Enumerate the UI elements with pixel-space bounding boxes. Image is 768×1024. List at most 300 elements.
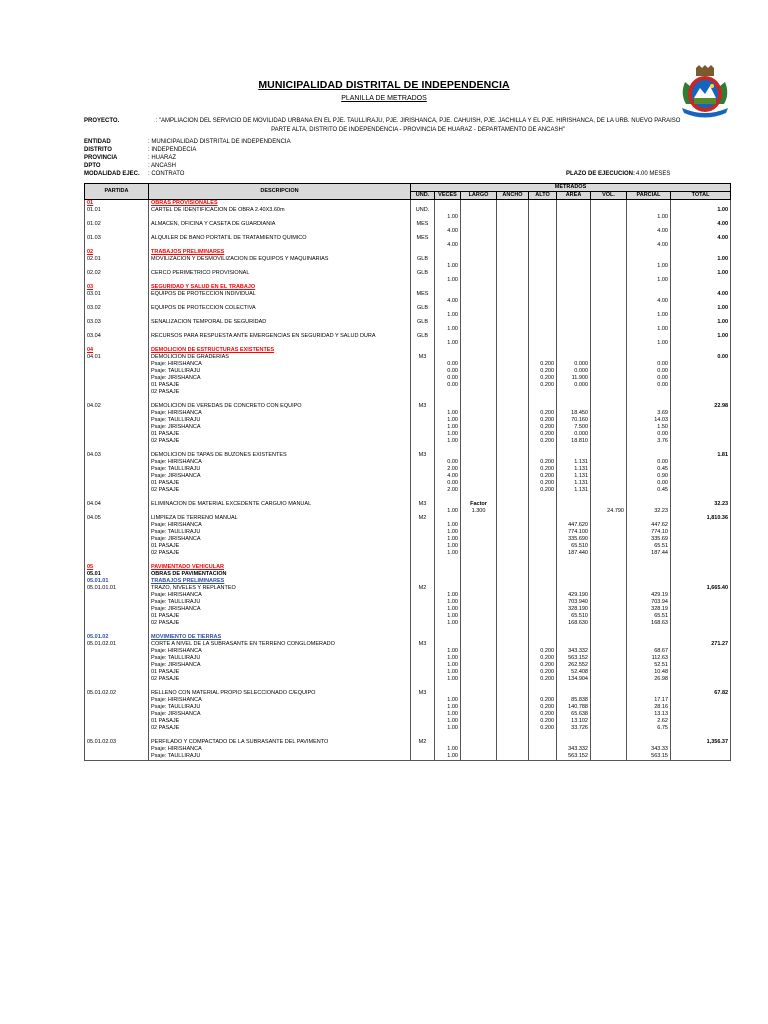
area-cell bbox=[557, 494, 591, 501]
descripcion-cell bbox=[149, 277, 411, 284]
alto-cell bbox=[529, 592, 557, 599]
largo-cell bbox=[461, 249, 497, 256]
ancho-cell bbox=[497, 550, 529, 557]
partida-cell: 05.01.02.02 bbox=[85, 690, 149, 697]
ancho-cell bbox=[497, 270, 529, 277]
ancho-cell bbox=[497, 704, 529, 711]
veces-cell: 0.00 bbox=[435, 382, 461, 389]
und-cell bbox=[411, 746, 435, 753]
partida-cell bbox=[85, 718, 149, 725]
total-cell bbox=[671, 228, 731, 235]
und-cell bbox=[411, 410, 435, 417]
alto-cell: 0.200 bbox=[529, 487, 557, 494]
parcial-cell: 1.00 bbox=[627, 312, 671, 319]
area-cell: 1.131 bbox=[557, 480, 591, 487]
subsection-row bbox=[85, 578, 731, 585]
item-row bbox=[85, 501, 731, 508]
parcial-cell: 447.62 bbox=[627, 522, 671, 529]
descripcion-cell: Psaje: HIRISHANCA bbox=[149, 361, 411, 368]
und-cell bbox=[411, 613, 435, 620]
header-metrados: METRADOS bbox=[411, 184, 731, 192]
parcial-cell: 52.51 bbox=[627, 662, 671, 669]
parcial-cell: 2.62 bbox=[627, 718, 671, 725]
descripcion-cell: Psaje: JIRISHANCA bbox=[149, 662, 411, 669]
location-row bbox=[85, 592, 731, 599]
area-cell bbox=[557, 389, 591, 396]
total-cell bbox=[671, 361, 731, 368]
vol-cell bbox=[591, 627, 627, 634]
vol-cell bbox=[591, 550, 627, 557]
area-cell: 429.190 bbox=[557, 592, 591, 599]
total-cell bbox=[671, 655, 731, 662]
veces-cell: 0.00 bbox=[435, 375, 461, 382]
parcial-cell: 0.00 bbox=[627, 382, 671, 389]
location-row bbox=[85, 753, 731, 761]
und-cell: MES bbox=[411, 235, 435, 242]
largo-cell bbox=[461, 291, 497, 298]
partida-cell bbox=[85, 753, 149, 761]
alto-cell: 0.200 bbox=[529, 459, 557, 466]
vol-cell bbox=[591, 375, 627, 382]
und-cell bbox=[411, 732, 435, 739]
area-cell: 85.838 bbox=[557, 697, 591, 704]
veces-cell bbox=[435, 354, 461, 361]
parcial-cell bbox=[627, 578, 671, 585]
veces-cell: 1.00 bbox=[435, 669, 461, 676]
alto-cell bbox=[529, 571, 557, 578]
und-cell bbox=[411, 480, 435, 487]
descripcion-cell: CERCO PERIMETRICO PROVISIONAL bbox=[149, 270, 411, 277]
largo-cell bbox=[461, 277, 497, 284]
alto-cell bbox=[529, 389, 557, 396]
ancho-cell bbox=[497, 606, 529, 613]
alto-cell: 0.200 bbox=[529, 473, 557, 480]
descripcion-cell: SEÑALIZACION TEMPORAL DE SEGURIDAD bbox=[149, 319, 411, 326]
descripcion-cell: 02 PASAJE bbox=[149, 389, 411, 396]
ancho-cell bbox=[497, 634, 529, 641]
ancho-cell bbox=[497, 256, 529, 263]
measure-row bbox=[85, 298, 731, 305]
parcial-cell: 335.69 bbox=[627, 536, 671, 543]
area-cell bbox=[557, 578, 591, 585]
veces-cell bbox=[435, 690, 461, 697]
parcial-cell: 1.00 bbox=[627, 214, 671, 221]
vol-cell bbox=[591, 739, 627, 746]
alto-cell bbox=[529, 221, 557, 228]
largo-cell bbox=[461, 620, 497, 627]
parcial-cell: 0.00 bbox=[627, 431, 671, 438]
veces-cell: 0.00 bbox=[435, 459, 461, 466]
location-row bbox=[85, 431, 731, 438]
header-largo: LARGO bbox=[461, 192, 497, 200]
alto-cell: 0.200 bbox=[529, 466, 557, 473]
ancho-cell bbox=[497, 725, 529, 732]
total-cell bbox=[671, 417, 731, 424]
veces-cell bbox=[435, 515, 461, 522]
ancho-cell bbox=[497, 592, 529, 599]
vol-cell bbox=[591, 284, 627, 291]
vol-cell bbox=[591, 277, 627, 284]
partida-cell bbox=[85, 340, 149, 347]
descripcion-cell bbox=[149, 627, 411, 634]
area-cell bbox=[557, 354, 591, 361]
largo-cell bbox=[461, 354, 497, 361]
alto-cell: 0.200 bbox=[529, 361, 557, 368]
area-cell bbox=[557, 732, 591, 739]
location-row bbox=[85, 676, 731, 683]
total-cell bbox=[671, 536, 731, 543]
area-cell: 168.630 bbox=[557, 620, 591, 627]
alto-cell: 0.200 bbox=[529, 368, 557, 375]
alto-cell bbox=[529, 627, 557, 634]
partida-cell bbox=[85, 557, 149, 564]
partida-cell: 01 bbox=[85, 200, 149, 208]
largo-cell bbox=[461, 298, 497, 305]
und-cell bbox=[411, 571, 435, 578]
total-cell bbox=[671, 459, 731, 466]
veces-cell: 1.00 bbox=[435, 704, 461, 711]
location-row bbox=[85, 459, 731, 466]
descripcion-cell: MOVILIZACION Y DESMOVILIZACION DE EQUIPOS Y MAQUINARIAS bbox=[149, 256, 411, 263]
modalidad-label: MODALIDAD EJEC. bbox=[84, 171, 140, 177]
dpto-value: : ANCASH bbox=[148, 163, 177, 169]
total-cell bbox=[671, 284, 731, 291]
vol-cell bbox=[591, 354, 627, 361]
descripcion-cell bbox=[149, 683, 411, 690]
und-cell bbox=[411, 228, 435, 235]
item-row bbox=[85, 515, 731, 522]
vol-cell bbox=[591, 494, 627, 501]
header-total: TOTAL bbox=[671, 192, 731, 200]
veces-cell: 1.00 bbox=[435, 711, 461, 718]
vol-cell bbox=[591, 410, 627, 417]
largo-cell bbox=[461, 361, 497, 368]
largo-cell bbox=[461, 487, 497, 494]
vol-cell bbox=[591, 711, 627, 718]
parcial-cell: 429.19 bbox=[627, 592, 671, 599]
und-cell bbox=[411, 487, 435, 494]
partida-cell: 02.01 bbox=[85, 256, 149, 263]
veces-cell: 1.00 bbox=[435, 340, 461, 347]
veces-cell: 4.00 bbox=[435, 298, 461, 305]
total-cell: 1,665.40 bbox=[671, 585, 731, 592]
ancho-cell bbox=[497, 410, 529, 417]
area-cell: 7.500 bbox=[557, 424, 591, 431]
und-cell bbox=[411, 711, 435, 718]
veces-cell bbox=[435, 641, 461, 648]
vol-cell bbox=[591, 466, 627, 473]
largo-cell bbox=[461, 480, 497, 487]
total-cell bbox=[671, 277, 731, 284]
ancho-cell bbox=[497, 431, 529, 438]
ancho-cell bbox=[497, 242, 529, 249]
partida-cell bbox=[85, 725, 149, 732]
header-alto: ALTO bbox=[529, 192, 557, 200]
area-cell: 563.152 bbox=[557, 753, 591, 761]
area-cell bbox=[557, 683, 591, 690]
alto-cell: 0.200 bbox=[529, 480, 557, 487]
ancho-cell bbox=[497, 200, 529, 208]
descripcion-cell: 02 PASAJE bbox=[149, 550, 411, 557]
ancho-cell bbox=[497, 424, 529, 431]
und-cell bbox=[411, 494, 435, 501]
area-cell: 18.810 bbox=[557, 438, 591, 445]
largo-cell bbox=[461, 711, 497, 718]
alto-cell: 0.200 bbox=[529, 662, 557, 669]
parcial-cell bbox=[627, 291, 671, 298]
und-cell bbox=[411, 508, 435, 515]
ancho-cell bbox=[497, 508, 529, 515]
veces-cell: 1.00 bbox=[435, 746, 461, 753]
partida-cell bbox=[85, 704, 149, 711]
alto-cell: 0.200 bbox=[529, 410, 557, 417]
descripcion-cell: 01 PASAJE bbox=[149, 613, 411, 620]
total-cell: 67.82 bbox=[671, 690, 731, 697]
ancho-cell bbox=[497, 375, 529, 382]
largo-cell bbox=[461, 564, 497, 571]
largo-cell bbox=[461, 459, 497, 466]
parcial-cell: 4.00 bbox=[627, 228, 671, 235]
area-cell: 0.000 bbox=[557, 361, 591, 368]
total-cell bbox=[671, 326, 731, 333]
ancho-cell bbox=[497, 340, 529, 347]
area-cell: 65.638 bbox=[557, 711, 591, 718]
blank-row bbox=[85, 494, 731, 501]
area-cell bbox=[557, 564, 591, 571]
area-cell bbox=[557, 557, 591, 564]
alto-cell: 0.200 bbox=[529, 438, 557, 445]
item-row bbox=[85, 270, 731, 277]
section-row bbox=[85, 200, 731, 208]
descripcion-cell: Psaje: JIRISHANCA bbox=[149, 711, 411, 718]
parcial-cell: 26.98 bbox=[627, 676, 671, 683]
veces-cell: 1.00 bbox=[435, 529, 461, 536]
descripcion-cell: DEMOLICION DE GRADERIAS bbox=[149, 354, 411, 361]
largo-cell bbox=[461, 697, 497, 704]
location-row bbox=[85, 543, 731, 550]
und-cell bbox=[411, 550, 435, 557]
vol-cell bbox=[591, 438, 627, 445]
partida-cell bbox=[85, 410, 149, 417]
largo-cell bbox=[461, 571, 497, 578]
partida-cell bbox=[85, 438, 149, 445]
total-cell bbox=[671, 564, 731, 571]
veces-cell: 0.00 bbox=[435, 480, 461, 487]
item-row bbox=[85, 354, 731, 361]
ancho-cell bbox=[497, 711, 529, 718]
blank-row bbox=[85, 732, 731, 739]
item-row bbox=[85, 305, 731, 312]
vol-cell bbox=[591, 697, 627, 704]
item-row bbox=[85, 319, 731, 326]
area-cell bbox=[557, 452, 591, 459]
vol-cell bbox=[591, 473, 627, 480]
descripcion-cell: Psaje: JIRISHANCA bbox=[149, 606, 411, 613]
veces-cell bbox=[435, 347, 461, 354]
alto-cell bbox=[529, 543, 557, 550]
largo-cell bbox=[461, 284, 497, 291]
alto-cell bbox=[529, 319, 557, 326]
und-cell bbox=[411, 543, 435, 550]
area-cell: 134.904 bbox=[557, 676, 591, 683]
area-cell: 70.160 bbox=[557, 417, 591, 424]
header-parcial: PARCIAL bbox=[627, 192, 671, 200]
descripcion-cell: Psaje: HIRISHANCA bbox=[149, 522, 411, 529]
vol-cell bbox=[591, 683, 627, 690]
und-cell bbox=[411, 676, 435, 683]
area-cell bbox=[557, 347, 591, 354]
provincia-value: : HUARAZ bbox=[148, 155, 177, 161]
veces-cell bbox=[435, 452, 461, 459]
total-cell bbox=[671, 669, 731, 676]
und-cell bbox=[411, 445, 435, 452]
und-cell bbox=[411, 704, 435, 711]
ancho-cell bbox=[497, 564, 529, 571]
largo-cell bbox=[461, 550, 497, 557]
area-cell: 52.408 bbox=[557, 669, 591, 676]
ancho-cell bbox=[497, 578, 529, 585]
descripcion-cell: 01 PASAJE bbox=[149, 669, 411, 676]
vol-cell bbox=[591, 578, 627, 585]
vol-cell bbox=[591, 431, 627, 438]
vol-cell bbox=[591, 389, 627, 396]
veces-cell: 1.00 bbox=[435, 592, 461, 599]
vol-cell bbox=[591, 543, 627, 550]
largo-cell bbox=[461, 683, 497, 690]
parcial-cell: 0.00 bbox=[627, 459, 671, 466]
vol-cell bbox=[591, 361, 627, 368]
parcial-cell: 1.50 bbox=[627, 424, 671, 431]
vol-cell bbox=[591, 228, 627, 235]
und-cell bbox=[411, 578, 435, 585]
descripcion-cell: Psaje: TAULLIRAJU bbox=[149, 529, 411, 536]
largo-cell bbox=[461, 606, 497, 613]
ancho-cell bbox=[497, 389, 529, 396]
veces-cell bbox=[435, 683, 461, 690]
vol-cell bbox=[591, 235, 627, 242]
partida-cell: 02 bbox=[85, 249, 149, 256]
veces-cell bbox=[435, 494, 461, 501]
largo-cell bbox=[461, 718, 497, 725]
und-cell bbox=[411, 473, 435, 480]
blank-row bbox=[85, 627, 731, 634]
vol-cell bbox=[591, 382, 627, 389]
parcial-cell bbox=[627, 207, 671, 214]
vol-cell bbox=[591, 613, 627, 620]
parcial-cell bbox=[627, 585, 671, 592]
descripcion-cell bbox=[149, 396, 411, 403]
item-row bbox=[85, 452, 731, 459]
largo-cell bbox=[461, 312, 497, 319]
und-cell bbox=[411, 648, 435, 655]
alto-cell: 0.200 bbox=[529, 417, 557, 424]
vol-cell bbox=[591, 319, 627, 326]
ancho-cell bbox=[497, 620, 529, 627]
und-cell bbox=[411, 347, 435, 354]
plazo-label: PLAZO DE EJECUCION: bbox=[566, 171, 636, 177]
alto-cell: 0.200 bbox=[529, 655, 557, 662]
veces-cell bbox=[435, 396, 461, 403]
ancho-cell bbox=[497, 347, 529, 354]
partida-cell bbox=[85, 683, 149, 690]
partida-cell bbox=[85, 697, 149, 704]
und-cell: M3 bbox=[411, 641, 435, 648]
area-cell bbox=[557, 200, 591, 208]
partida-cell: 05.01.02 bbox=[85, 634, 149, 641]
partida-cell bbox=[85, 445, 149, 452]
veces-cell bbox=[435, 319, 461, 326]
vol-cell bbox=[591, 620, 627, 627]
vol-cell bbox=[591, 263, 627, 270]
descripcion-cell: PERFILADO Y COMPACTADO DE LA SUBRASANTE DEL PAVIMENTO bbox=[149, 739, 411, 746]
largo-cell bbox=[461, 732, 497, 739]
largo-cell bbox=[461, 669, 497, 676]
total-cell: 4.00 bbox=[671, 221, 731, 228]
veces-cell bbox=[435, 284, 461, 291]
und-cell: MES bbox=[411, 291, 435, 298]
descripcion-cell: PAVIMENTADO VEHICULAR bbox=[149, 564, 411, 571]
veces-cell bbox=[435, 571, 461, 578]
vol-cell bbox=[591, 403, 627, 410]
item-row bbox=[85, 641, 731, 648]
veces-cell: 4.00 bbox=[435, 228, 461, 235]
total-cell bbox=[671, 571, 731, 578]
area-cell bbox=[557, 207, 591, 214]
vol-cell bbox=[591, 564, 627, 571]
parcial-cell bbox=[627, 270, 671, 277]
municipal-crest-icon bbox=[676, 64, 734, 120]
largo-cell bbox=[461, 578, 497, 585]
alto-cell bbox=[529, 550, 557, 557]
und-cell bbox=[411, 536, 435, 543]
vol-cell bbox=[591, 487, 627, 494]
total-cell bbox=[671, 578, 731, 585]
header-ancho: ANCHO bbox=[497, 192, 529, 200]
descripcion-cell: Psaje: HIRISHANCA bbox=[149, 746, 411, 753]
veces-cell: 2.00 bbox=[435, 466, 461, 473]
item-row bbox=[85, 221, 731, 228]
partida-cell bbox=[85, 494, 149, 501]
vol-cell bbox=[591, 221, 627, 228]
largo-cell bbox=[461, 438, 497, 445]
area-cell: 11.900 bbox=[557, 375, 591, 382]
location-row bbox=[85, 438, 731, 445]
area-cell bbox=[557, 312, 591, 319]
total-cell bbox=[671, 711, 731, 718]
section-row bbox=[85, 347, 731, 354]
partida-cell: 05.01 bbox=[85, 571, 149, 578]
proyecto-description: : "AMPLIACION DEL SERVICIO DE MOVILIDAD URBANA EN EL PJE. TAULLIRAJU, PJE. JIRISHANCA, PJE. CAHUISH, PJE. JACHILLA Y EL PJE. HIRISHANCA, DE LA URB. NUEVO PARAISO PARTE ALTA, DISTRITO DE INDEPENDENCIA - PROVINCIA DE HUARAZ - DEPARTAMENTO DE ANCASH" bbox=[155, 118, 681, 133]
alto-cell bbox=[529, 354, 557, 361]
vol-cell bbox=[591, 424, 627, 431]
und-cell bbox=[411, 361, 435, 368]
alto-cell bbox=[529, 620, 557, 627]
vol-cell bbox=[591, 718, 627, 725]
ancho-cell bbox=[497, 501, 529, 508]
descripcion-cell: DEMOLICION DE TAPAS DE BUZONES EXISTENTES bbox=[149, 452, 411, 459]
partida-cell bbox=[85, 368, 149, 375]
measure-row bbox=[85, 312, 731, 319]
header-area: AREA bbox=[557, 192, 591, 200]
parcial-cell: 343.33 bbox=[627, 746, 671, 753]
alto-cell: 0.200 bbox=[529, 375, 557, 382]
largo-cell bbox=[461, 529, 497, 536]
veces-cell: 0.00 bbox=[435, 368, 461, 375]
und-cell bbox=[411, 424, 435, 431]
measure-row bbox=[85, 263, 731, 270]
total-cell bbox=[671, 592, 731, 599]
vol-cell bbox=[591, 585, 627, 592]
